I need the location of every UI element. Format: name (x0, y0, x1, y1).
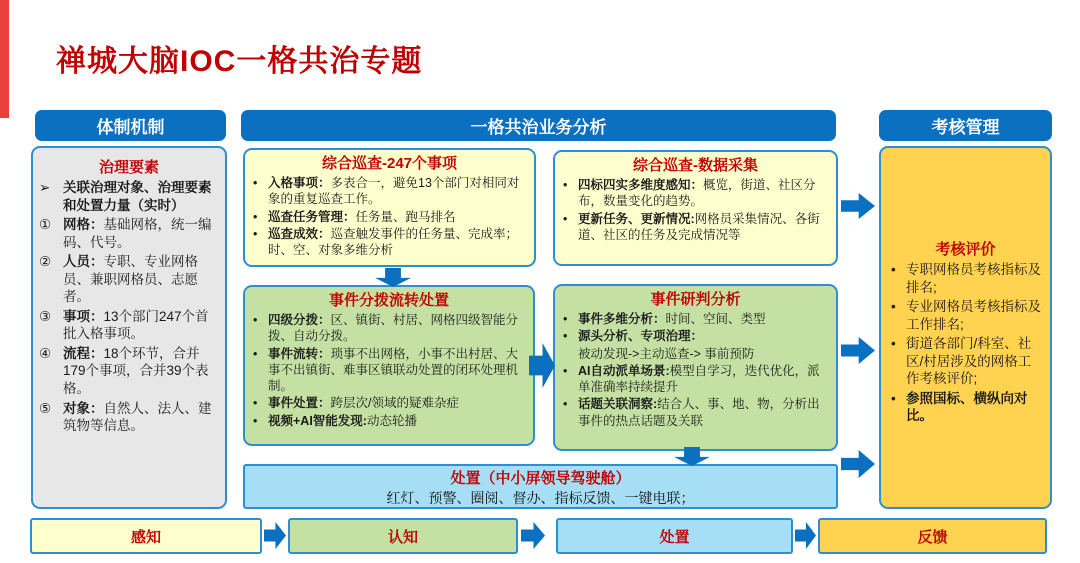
item-label: 人员： (63, 254, 104, 270)
item-text: 概览，街道、社区分布，数量变化的趋势。 (578, 178, 816, 209)
item-text: 跨层次/领域的疑难杂症 (330, 396, 459, 411)
list-item (33, 179, 225, 216)
governance-elements-panel (31, 146, 227, 509)
flow-step-feedback: 反馈 (818, 518, 1047, 554)
item-text: 网格员采集情况、各街道、社区的任务及完成情况等 (578, 211, 820, 242)
bullet-marker: • (563, 211, 568, 226)
list-item (881, 335, 1050, 390)
item-text: 区、镇街、村居、网格四级智能分拨、自动分拨。 (268, 313, 519, 344)
item-text: 专业网格员考核指标及工作排名; (906, 299, 1041, 332)
bullet-marker: ➢ (39, 180, 51, 195)
item-text: 基础网格，统一编码、代号。 (63, 217, 212, 250)
arrow-right-icon (795, 522, 816, 549)
bullet-marker: • (563, 397, 568, 412)
list-item (555, 396, 836, 430)
item-text: 18个环节，合并179个事项，合并39个表格。 (63, 345, 209, 397)
list-item (33, 216, 225, 253)
item-text: 专职、专业网格员、兼职网格员、志愿者。 (63, 254, 198, 305)
header-mechanism: 体制机制 (35, 110, 226, 141)
bullet-marker: • (891, 390, 896, 406)
bullet-marker: • (253, 226, 258, 241)
item-text: 任务量、跑马排名 (355, 209, 456, 224)
item-label: 事项： (63, 308, 104, 324)
bullet-marker: • (563, 178, 568, 192)
item-text: 专职网格员考核指标及排名; (906, 262, 1041, 295)
item-label: 巡查成效： (268, 226, 331, 241)
assessment-evaluation-panel (879, 146, 1052, 509)
bar-title: 处置（中小屏领导驾驶舱） (450, 470, 631, 487)
item-label: 源头分析、专项治理： (578, 329, 704, 344)
bullet-marker: ⑤ (39, 400, 52, 416)
item-text: 时间、空间、类型 (665, 312, 766, 326)
flow-step-disposal: 处置 (556, 518, 793, 554)
event-dispatch-panel (243, 285, 535, 446)
list-item (245, 346, 533, 396)
list-item (245, 209, 534, 226)
item-label: 事件流转： (268, 346, 331, 361)
bullet-marker: • (253, 396, 258, 411)
page-title: 禅城大脑IOC一格共治专题 (56, 45, 423, 78)
item-text: 自然人、法人、建筑物等信息。 (63, 400, 212, 434)
item-label: 巡查任务管理： (268, 209, 356, 224)
item-label: 四级分拨： (268, 313, 331, 327)
panel-title: 综合巡查-数据采集 (633, 157, 758, 174)
bullet-marker: • (253, 209, 258, 224)
item-text: 模型自学习，迭代优化，派单准确率持续提升 (578, 363, 820, 394)
list-item (33, 253, 225, 308)
list-item (881, 390, 1050, 427)
list-item (33, 345, 225, 400)
bullet-marker: ① (39, 217, 52, 233)
item-label: 网格： (63, 217, 104, 233)
item-label: 视频+AI智能发现: (268, 413, 367, 428)
item-label: 事件多维分析： (578, 312, 666, 326)
item-text: 街道各部门/科室、社区/村居涉及的网格工作考核评价; (906, 336, 1032, 387)
list-item (555, 363, 836, 397)
arrow-right-icon (841, 193, 875, 219)
arrow-right-icon (264, 522, 286, 549)
bullet-marker: ④ (39, 345, 52, 361)
bullet-marker: • (253, 176, 258, 190)
panel-title: 事件分拨流转处置 (328, 292, 449, 309)
panel-title: 考核评价 (935, 241, 996, 258)
item-text: 动态轮播 (366, 413, 417, 428)
item-label: 对象： (63, 400, 104, 416)
list-item (245, 413, 533, 430)
bullet-marker: ② (39, 254, 52, 270)
list-item (555, 328, 836, 345)
list-item (555, 311, 836, 328)
sub-line (555, 346, 836, 363)
arrow-right-icon (521, 522, 545, 549)
flow-step-cognition: 认知 (288, 518, 518, 554)
item-label: 入格事项： (268, 176, 331, 190)
item-label: 参照国标、横纵向对比。 (906, 390, 1028, 424)
item-text: 多表合一，避免13个部门对相同对象的重复巡查工作。 (268, 176, 520, 207)
item-text: 琐事不出网格，小事不出村居、大事不出镇街、难事区镇联动处置的闭环处理机制。 (268, 346, 519, 393)
event-analysis-panel (553, 284, 838, 451)
arrow-right-icon (841, 337, 875, 364)
bullet-marker: • (891, 299, 896, 315)
list-item (245, 175, 534, 209)
panel-title: 综合巡查-247个事项 (321, 155, 458, 172)
item-text: 被动发现->主动巡查-> 事前预防 (578, 346, 755, 361)
bullet-marker: • (563, 312, 568, 326)
list-item (555, 177, 836, 211)
bullet-marker: ③ (39, 308, 52, 324)
item-label: 流程： (63, 345, 104, 361)
header-assessment-management: 考核管理 (879, 110, 1052, 141)
comprehensive-patrol-items-panel (243, 148, 536, 267)
bullet-marker: • (891, 262, 896, 277)
item-label: AI自动派单场景: (578, 363, 670, 378)
bullet-marker: • (891, 336, 896, 352)
disposal-cockpit-bar (243, 464, 838, 509)
panel-title: 治理要素 (98, 159, 159, 176)
item-label: 话题关联洞察: (578, 397, 658, 412)
list-item (881, 298, 1050, 335)
list-item (555, 211, 836, 245)
bullet-marker: • (253, 413, 258, 428)
bullet-marker: • (253, 313, 258, 327)
list-item (245, 226, 534, 260)
item-label: 事件处置： (268, 396, 331, 411)
bullet-marker: • (563, 363, 568, 378)
list-item (245, 312, 533, 346)
panel-title: 事件研判分析 (650, 291, 741, 308)
left-accent-bar (0, 0, 9, 118)
flow-step-perception: 感知 (30, 518, 262, 554)
list-item (881, 261, 1050, 298)
item-text: 结合人、事、地、物，分析出事件的热点话题及关联 (578, 397, 820, 428)
list-item (33, 308, 225, 345)
item-label: 四标四实多维度感知： (578, 178, 704, 192)
comprehensive-patrol-data-panel (553, 150, 838, 266)
item-label: 关联治理对象、治理要素和处置力量（实时） (63, 180, 212, 213)
list-item (245, 395, 533, 412)
list-item (33, 400, 225, 437)
item-label: 更新任务、更新情况: (578, 211, 695, 226)
header-business-analysis: 一格共治业务分析 (241, 110, 836, 141)
bullet-marker: • (563, 329, 568, 344)
bullet-marker: • (253, 346, 258, 361)
arrow-right-icon (841, 450, 875, 478)
item-text: 巡查触发事件的任务量、完成率；时、空、对象多维分析 (268, 226, 519, 257)
bar-text: 红灯、预警、圈阅、督办、指标反馈、一键电联； (386, 490, 695, 507)
item-text: 13个部门247个首批入格事项。 (63, 308, 209, 342)
